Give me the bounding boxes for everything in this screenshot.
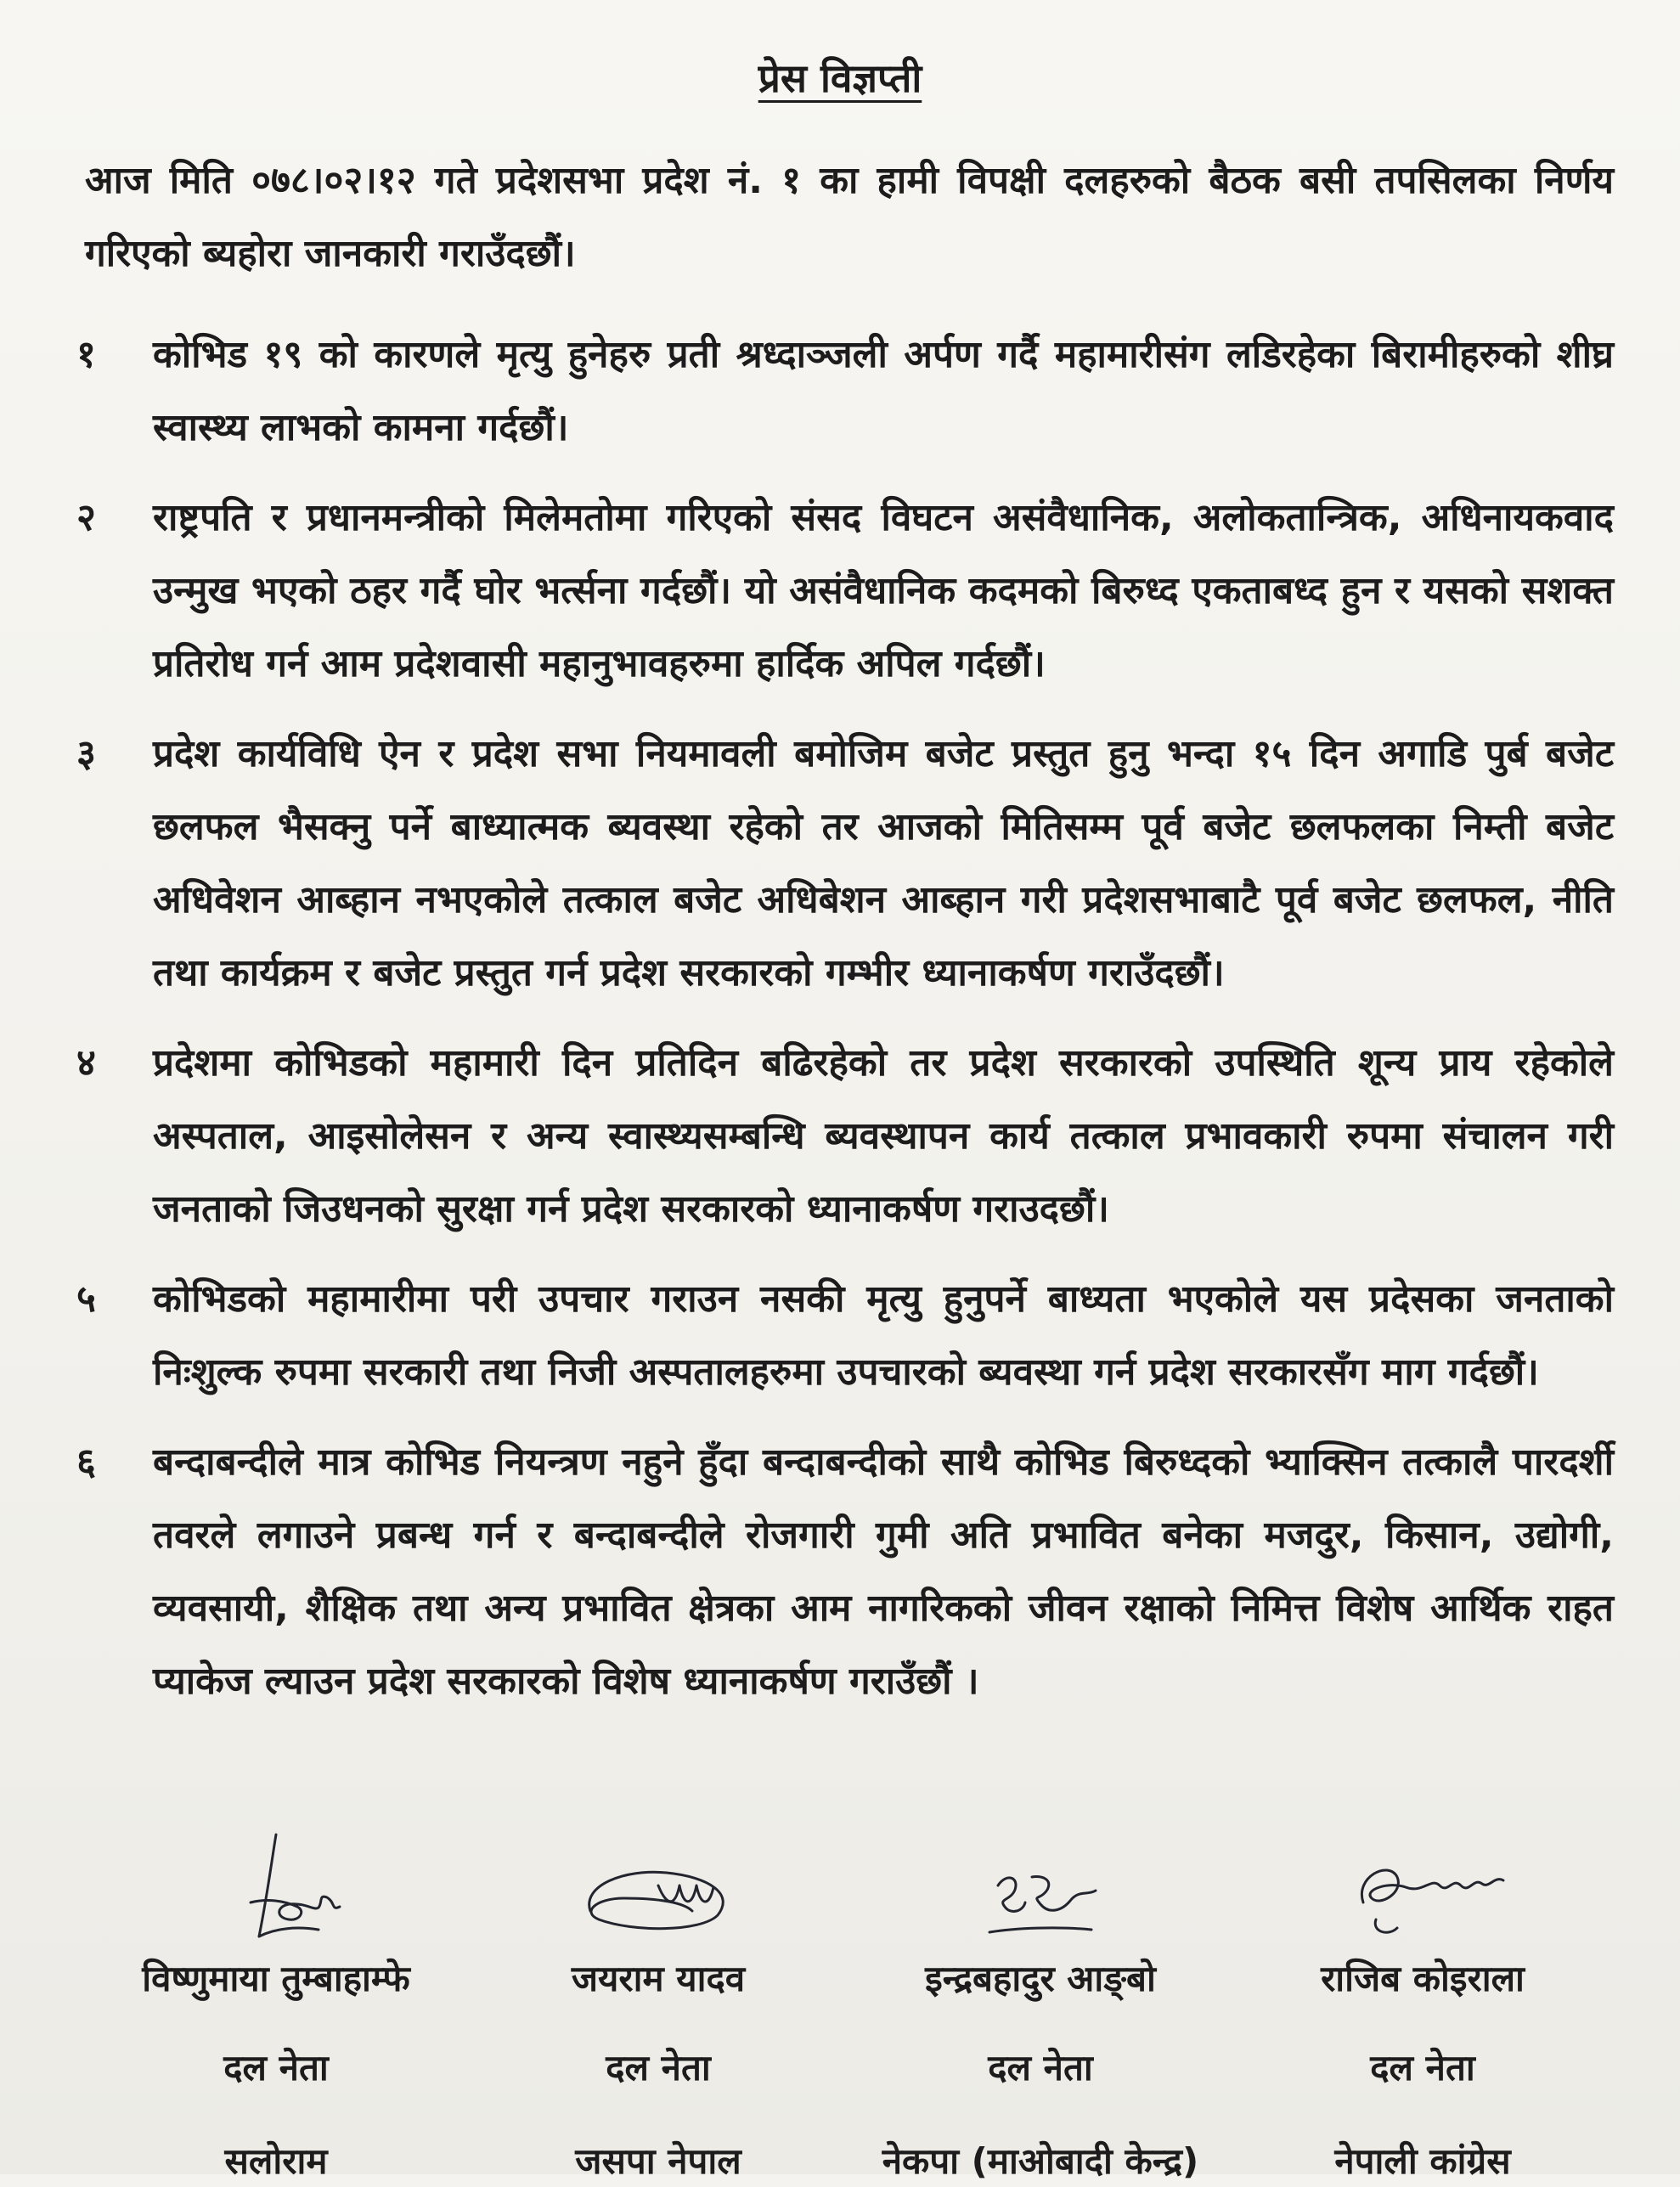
list-item: [59, 1027, 1614, 1246]
signatory-party: नेकपा (माओबादी केन्द्र): [882, 2140, 1199, 2182]
signatory-name: विष्णुमाया तुम्बाहाम्फे: [142, 1958, 410, 1999]
point-text: कोभिडको महामारीमा परी उपचार गराउन नसकी मृत्यु हुनुपर्ने बाध्यता भएकोले यस प्रदेसका जनताको निःशुल्क रुपमा सरकारी तथा निजी अस्पतालहरुमा उपचारको ब्यवस्था गर्न प्रदेश सरकारसँग माग गर्दछौं।: [153, 1277, 1614, 1394]
signatory-party: जसपा नेपाल: [575, 2140, 741, 2182]
signatory-4: [1232, 1826, 1614, 2187]
signatory-name: इन्द्रबहादुर आङ्बो: [925, 1958, 1156, 1999]
point-number: १: [76, 333, 96, 376]
point-text: प्रदेशमा कोभिडको महामारी दिन प्रतिदिन बढिरहेको तर प्रदेश सरकारको उपस्थिति शून्य प्राय रहेकोले अस्पताल, आइसोलेसन र अन्य स्वास्थ्यसम्बन्धि ब्यवस्थापन कार्य तत्काल प्रभावकारी रुपमा संचालन गरी जनताको जिउधनको सुरक्षा गर्न प्रदेश सरकारको ध्यानाकर्षण गराउदछौं।: [153, 1041, 1614, 1231]
signatory-party: सलोराम: [224, 2140, 328, 2182]
signatory-2: [467, 1826, 849, 2187]
point-text: बन्दाबन्दीले मात्र कोभिड नियन्त्रण नहुने हुँदा बन्दाबन्दीको साथै कोभिड बिरुध्दको भ्याक्सिन तत्कालै पारदर्शी तवरले लगाउने प्रबन्ध गर्न र बन्दाबन्दीले रोजगारी गुमी अति प्रभावित बनेका मजदुर, किसान, उद्योगी, व्यवसायी, शैक्षिक तथा अन्य प्रभावित क्षेत्रका आम नागरिकको जीवन रक्षाको निमित्त विशेष आर्थिक राहत प्याकेज ल्याउन प्रदेश सरकारको विशेष ध्यानाकर्षण गराउँछौं ।: [153, 1440, 1614, 1703]
decision-list: [59, 318, 1614, 1735]
point-text: कोभिड १९ को कारणले मृत्यु हुनेहरु प्रती श्रध्दाञ्जली अर्पण गर्दै महामारीसंग लडिरहेका बिरामीहरुको शीघ्र स्वास्थ्य लाभको कामना गर्दछौं।: [153, 333, 1614, 449]
list-item: [59, 1263, 1614, 1409]
point-number: ५: [76, 1277, 96, 1321]
signatory-1: [85, 1826, 467, 2187]
signatory-name: राजिब कोइराला: [1321, 1958, 1525, 1999]
point-number: ४: [76, 1041, 96, 1085]
list-item: [59, 318, 1614, 465]
signatory-party: नेपाली कांग्रेस: [1334, 2140, 1511, 2182]
point-number: ३: [76, 732, 96, 775]
signatory-3: [849, 1826, 1232, 2187]
point-text: प्रदेश कार्यविधि ऐन र प्रदेश सभा नियमावली बमोजिम बजेट प्रस्तुत हुनु भन्दा १५ दिन अगाडि पुर्ब बजेट छलफल भैसक्नु पर्ने बाध्यात्मक ब्यवस्था रहेको तर आजको मितिसम्म पूर्व बजेट छलफलका निम्ती बजेट अधिवेशन आब्हान नभएकोले तत्काल बजेट अधिबेशन आब्हान गरी प्रदेशसभाबाटै पूर्व बजेट छलफल, नीति तथा कार्यक्रम र बजेट प्रस्तुत गर्न प्रदेश सरकारको गम्भीर ध्यानाकर्षण गराउँदछौं।: [153, 732, 1614, 995]
list-item: [59, 1426, 1614, 1718]
signatory-name: जयराम यादव: [571, 1958, 746, 1999]
handwritten-signature-1: [149, 1826, 403, 1953]
list-item: [59, 482, 1614, 701]
point-number: ६: [76, 1440, 96, 1484]
intro-paragraph: आज मिति ०७८।०२।१२ गते प्रदेशसभा प्रदेश नं. १ का हामी विपक्षी दलहरुको बैठक बसी तपसिलका निर्णय गरिएको ब्यहोरा जानकारी गराउँदछौं।: [85, 159, 1614, 275]
title-text: प्रेस विज्ञप्ती: [758, 55, 922, 101]
point-text: राष्ट्रपति र प्रधानमन्त्रीको मिलेमतोमा गरिएको संसद विघटन असंवैधानिक, अलोकतान्त्रिक, अधिनायकवाद उन्मुख भएको ठहर गर्दै घोर भर्त्सना गर्दछौं। यो असंवैधानिक कदमको बिरुध्द एकताबध्द हुन र यसको सशक्त प्रतिरोध गर्न आम प्रदेशवासी महानुभावहरुमा हार्दिक अपिल गर्दछौं।: [153, 496, 1614, 685]
signature-block: [85, 1826, 1614, 2182]
handwritten-signature-3: [913, 1826, 1168, 1953]
handwritten-signature-4: [1295, 1826, 1550, 1953]
point-number: २: [76, 496, 96, 539]
handwritten-signature-2: [531, 1826, 786, 1953]
signatory-role: दल नेता: [223, 2047, 329, 2088]
document-title: [0, 51, 1680, 104]
signatory-role: दल नेता: [606, 2047, 711, 2088]
signatory-role: दल नेता: [988, 2047, 1093, 2088]
signatory-role: दल नेता: [1370, 2047, 1475, 2088]
list-item: [59, 718, 1614, 1010]
